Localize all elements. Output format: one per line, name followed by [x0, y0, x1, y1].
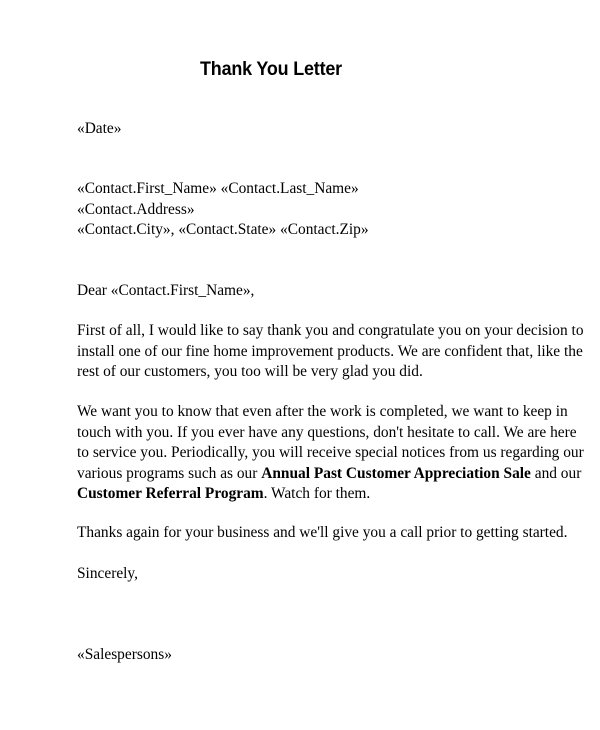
salutation-text: Dear «Contact.First_Name», [77, 282, 255, 299]
paragraph-line: install one of our fine home improvement products. We are confident that, like the [77, 342, 583, 360]
paragraph-line: We want you to know that even after the work is completed, we want to keep in [77, 403, 568, 420]
address-line-name: «Contact.First_Name» «Contact.Last_Name» [77, 180, 359, 197]
paragraph-thanks [77, 321, 584, 383]
paragraph-closing-thanks [77, 523, 577, 544]
paragraph-line: touch with you. If you ever have any questions, don't hesitate to call. We are here [77, 423, 577, 441]
date-text: «Date» [77, 120, 122, 137]
address-line-street: «Contact.Address» [77, 200, 195, 218]
program-name-appreciation-sale: Annual Past Customer Appreciation Sale [261, 464, 531, 482]
closing-text: Sincerely, [77, 565, 138, 582]
paragraph-line [77, 484, 577, 505]
text-run: various programs such as our [77, 464, 262, 482]
paragraph-line [77, 464, 582, 485]
signature-field: «Salespersons» [77, 646, 172, 663]
salutation [77, 281, 577, 302]
letter-title: Thank You Letter [200, 58, 342, 80]
program-name-referral: Customer Referral Program [77, 485, 264, 502]
date-field [77, 119, 577, 140]
paragraph-line: First of all, I would like to say thank you and congratulate you on your decision to [77, 322, 584, 339]
signature [77, 645, 577, 666]
address-line-city: «Contact.City», «Contact.State» «Contact.Zip» [77, 221, 369, 238]
recipient-address [77, 179, 577, 241]
text-run: and our [530, 464, 582, 482]
text-run: . Watch for them. [263, 485, 371, 502]
paragraph-programs [77, 402, 584, 505]
closing [77, 564, 577, 585]
paragraph-line: to service you. Periodically, you will receive special notices from us regarding our [77, 444, 584, 461]
paragraph-line: Thanks again for your business and we'll give you a call prior to getting started. [77, 524, 568, 541]
paragraph-line: rest of our customers, you too will be very glad you did. [77, 363, 423, 380]
